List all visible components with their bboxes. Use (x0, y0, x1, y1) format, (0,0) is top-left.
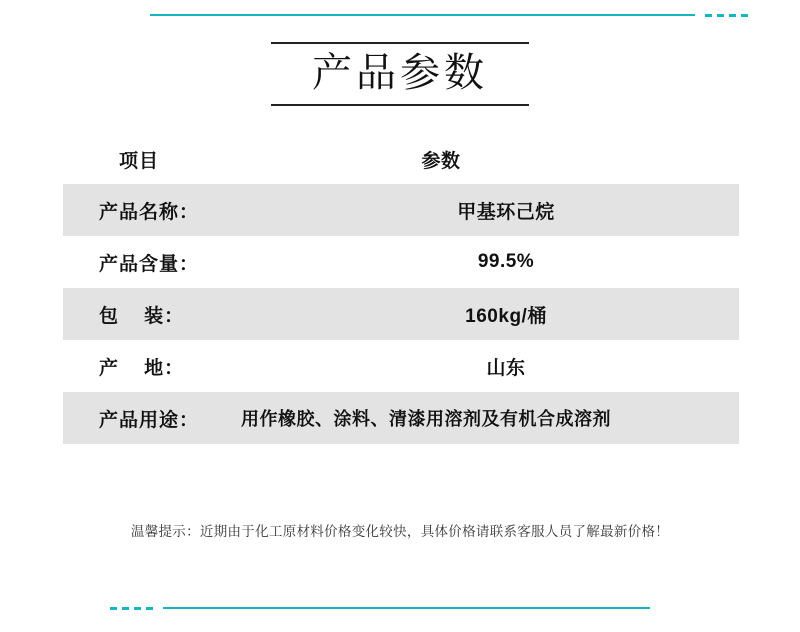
decoration-dot (705, 14, 712, 17)
decoration-dot (729, 14, 736, 17)
table-header-value: 参数 (421, 150, 461, 172)
decoration-top (150, 13, 800, 17)
row-value-origin: 山东 (486, 357, 526, 379)
decoration-dots (705, 14, 748, 17)
table-row (63, 184, 739, 236)
table-row (63, 288, 739, 340)
row-value-content: 99.5% (477, 251, 535, 272)
decoration-dots (110, 607, 153, 610)
decoration-bottom (0, 606, 650, 610)
row-label-product-name: 产品名称： (99, 201, 200, 223)
decoration-dot (717, 14, 724, 17)
row-label-packaging: 包 装： (99, 305, 185, 327)
table-header-row (63, 134, 739, 184)
page-title: 产品参数 (312, 51, 488, 95)
table-row (63, 236, 739, 288)
title-rule-bottom (271, 104, 529, 106)
decoration-line (163, 607, 650, 609)
decoration-dot (122, 607, 129, 610)
row-value-product-name: 甲基环己烷 (457, 201, 555, 223)
table-row (63, 340, 739, 392)
table-row (63, 392, 739, 444)
row-label-origin: 产 地： (99, 357, 185, 379)
table-header-label: 项目 (119, 150, 160, 172)
product-parameter-table (63, 134, 739, 444)
decoration-line (150, 14, 695, 16)
decoration-dot (741, 14, 748, 17)
decoration-dot (110, 607, 117, 610)
decoration-dot (146, 607, 153, 610)
row-label-content: 产品含量： (99, 253, 200, 275)
page-title-block (0, 42, 800, 106)
decoration-dot (134, 607, 141, 610)
warm-tip-note: 温馨提示：近期由于化工原材料价格变化较快，具体价格请联系客服人员了解最新价格！ (130, 524, 670, 539)
row-value-usage: 用作橡胶、涂料、清漆用溶剂及有机合成溶剂 (241, 409, 611, 429)
row-value-packaging: 160kg/桶 (465, 305, 547, 327)
row-label-usage: 产品用途： (99, 409, 200, 431)
